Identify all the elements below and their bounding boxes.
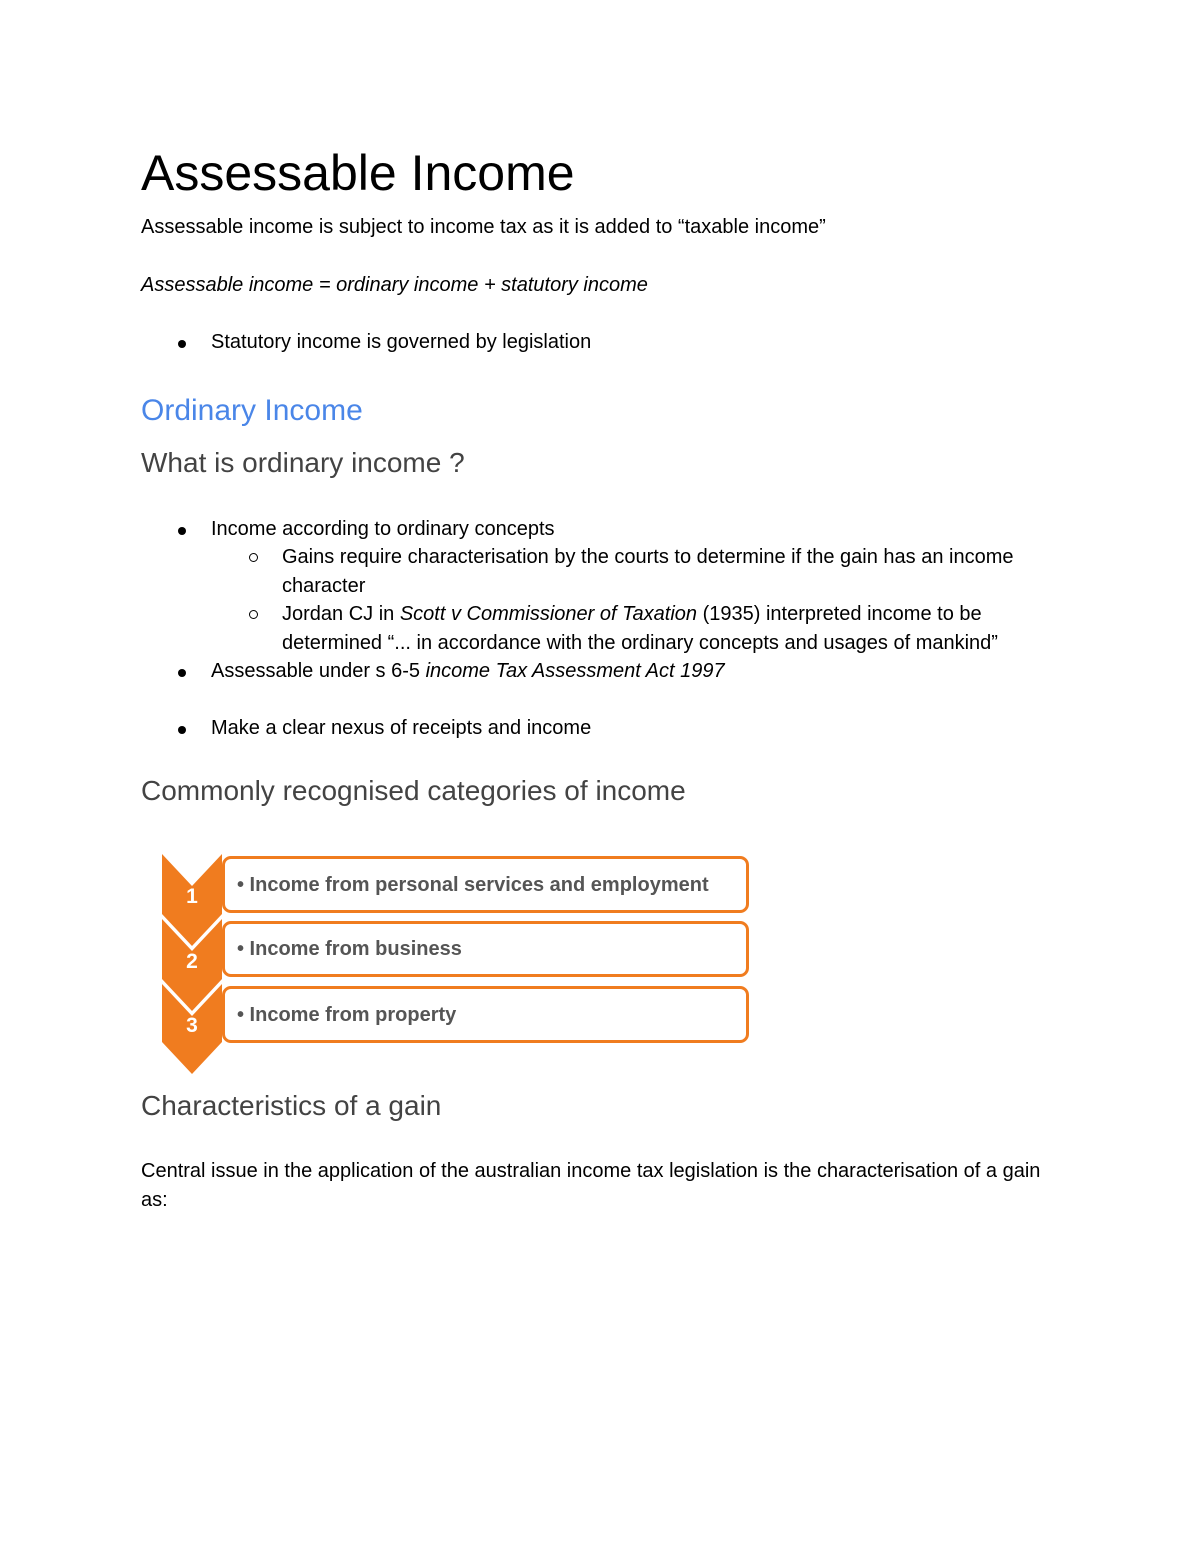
subheading-characteristics: Characteristics of a gain <box>141 1090 442 1121</box>
list-item-text: Assessable under s 6-5 <box>211 660 426 682</box>
chevron-number: 3 <box>186 1014 198 1037</box>
category-box <box>222 986 749 1043</box>
sub-list-item-case <box>282 600 1062 658</box>
intro-paragraph: Assessable income is subject to income tax as it is added to “taxable income” <box>141 216 826 238</box>
income-categories-diagram <box>160 852 760 1080</box>
chevron-number: 2 <box>186 950 198 973</box>
sub-list-item: Gains require characterisation by the courts to determine if the gain has an income character <box>282 543 1062 601</box>
chevron-number: 1 <box>186 885 198 908</box>
category-label: • Income from business <box>237 938 462 960</box>
act-name: income Tax Assessment Act 1997 <box>425 660 725 682</box>
case-name: Scott v Commissioner of Taxation <box>399 603 698 625</box>
list-item: Income according to ordinary concepts <box>211 515 555 544</box>
gain-paragraph: Central issue in the application of the australian income tax legislation is the characterisation of a gain as: <box>141 1160 1041 1211</box>
list-item: Statutory income is governed by legislation <box>211 328 591 357</box>
subheading-what-is-ordinary-income: What is ordinary income ? <box>141 447 465 478</box>
list-item-legislation <box>211 657 725 686</box>
sub-list-item-text: (1935) interpreted income to be determined “... in accordance with the ordinary concepts and usages of mankind” <box>282 603 998 654</box>
category-box <box>222 856 749 913</box>
formula-line: Assessable income = ordinary income + statutory income <box>141 274 648 296</box>
category-box <box>222 921 749 977</box>
list-item: Make a clear nexus of receipts and income <box>211 714 591 743</box>
section-heading-ordinary-income: Ordinary Income <box>141 394 363 427</box>
category-label: • Income from property <box>237 1004 457 1026</box>
subheading-categories: Commonly recognised categories of income <box>141 775 686 806</box>
category-label: • Income from personal services and employment <box>237 874 709 896</box>
sub-list-item-text: Jordan CJ in <box>282 603 400 625</box>
page-title: Assessable Income <box>141 145 575 201</box>
